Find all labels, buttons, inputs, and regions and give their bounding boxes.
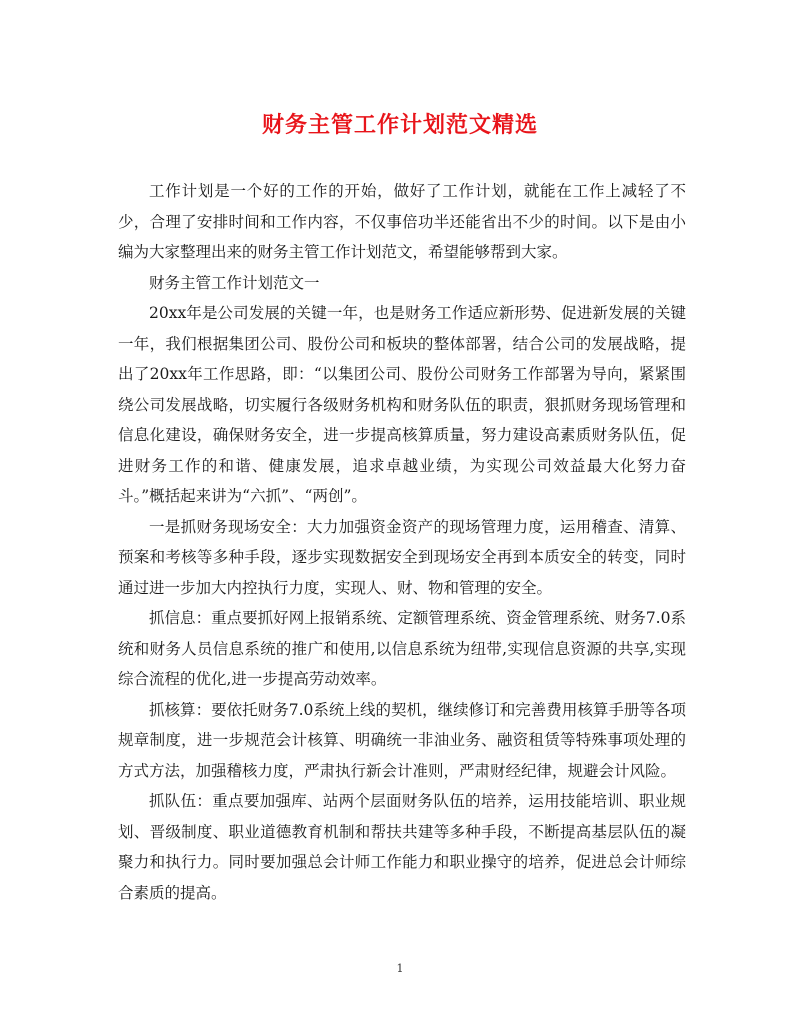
document-body [118, 176, 686, 908]
body-paragraph: 抓核算：要依托财务7.0系统上线的契机，继续修订和完善费用核算手册等各项规章制度，进一步规范会计核算、明确统一非油业务、融资租赁等特殊事项处理的方式方法，加强稽核力度，严肃执行新会计准则，严肃财经纪律，规避会计风险。 [118, 700, 686, 780]
body-paragraph: 一是抓财务现场安全：大力加强资金资产的现场管理力度，运用稽查、清算、预案和考核等多种手段，逐步实现数据安全到现场安全再到本质安全的转变，同时通过进一步加大内控执行力度，实现人、财、物和管理的安全。 [118, 517, 686, 597]
section-heading: 财务主管工作计划范文一 [149, 273, 320, 292]
body-paragraph: 抓信息：重点要抓好网上报销系统、定额管理系统、资金管理系统、财务7.0系统和财务人员信息系统的推广和使用,以信息系统为纽带,实现信息资源的共享,实现综合流程的优化,进一步提高劳动效率。 [118, 609, 686, 688]
body-paragraph: 20xx年是公司发展的关键一年，也是财务工作适应新形势、促进新发展的关键一年，我们根据集团公司、股份公司和板块的整体部署，结合公司的发展战略，提出了20xx年工作思路，即：“以集团公司、股份公司财务工作部署为导向，紧紧围绕公司发展战略，切实履行各级财务机构和财务队伍的职责，狠抓财务现场管理和信息化建设，确保财务安全，进一步提高核算质量，努力建设高素质财务队伍，促进财务工作的和谐、健康发展，追求卓越业绩，为实现公司效益最大化努力奋斗。”概括起来讲为“六抓”、“两创”。 [118, 304, 686, 505]
intro-paragraph: 工作计划是一个好的工作的开始，做好了工作计划，就能在工作上减轻了不少，合理了安排时间和工作内容，不仅事倍功半还能省出不少的时间。以下是由小编为大家整理出来的财务主管工作计划范文，希望能够帮到大家。 [118, 182, 686, 261]
body-paragraph: 抓队伍：重点要加强库、站两个层面财务队伍的培养，运用技能培训、职业规划、晋级制度、职业道德教育机制和帮扶共建等多种手段，不断提高基层队伍的凝聚力和执行力。同时要加强总会计师工作能力和职业操守的培养，促进总会计师综合素质的提高。 [118, 792, 686, 902]
page-number: 1 [396, 962, 404, 975]
document-title: 财务主管工作计划范文精选 [261, 112, 538, 138]
